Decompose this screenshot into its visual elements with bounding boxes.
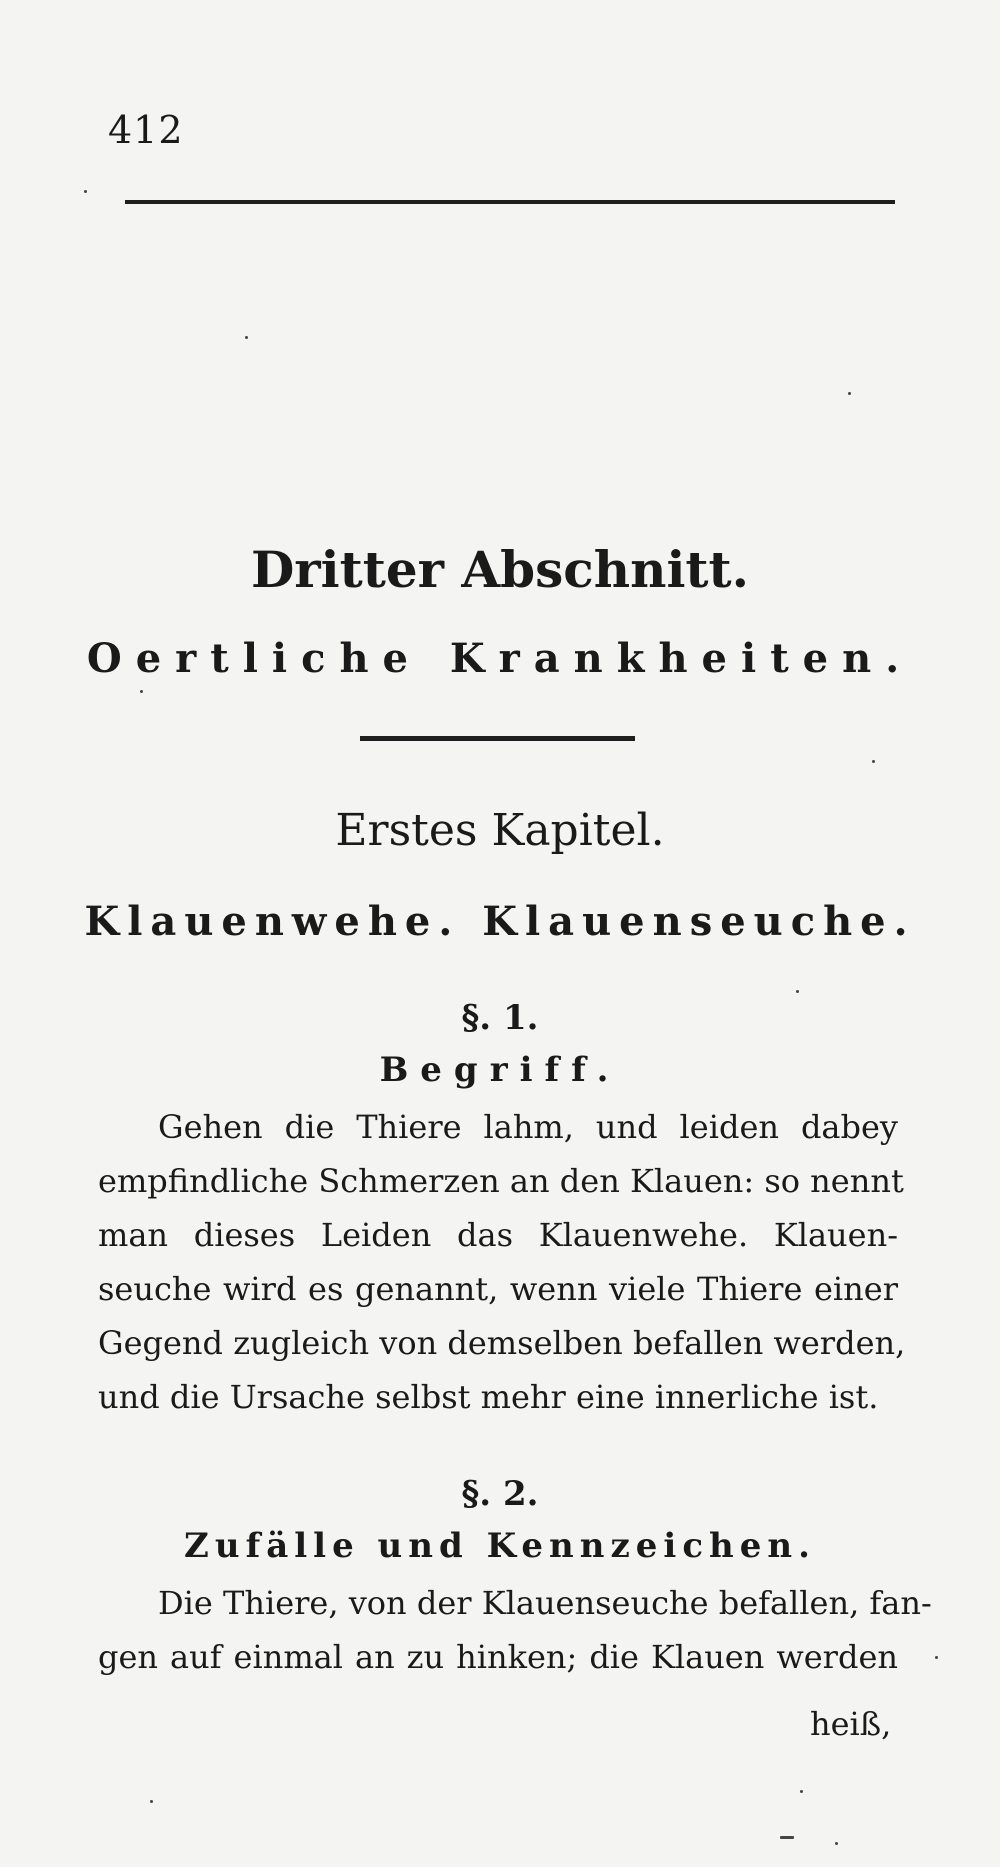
scan-speck xyxy=(848,392,851,395)
scan-speck xyxy=(935,1656,938,1659)
chapter-subtitle: Klauenwehe. Klauenseuche. xyxy=(84,898,916,945)
scan-speck xyxy=(800,1790,803,1793)
chapter-title: Erstes Kapitel. xyxy=(335,805,665,856)
section-subtitle: Oertliche Krankheiten. xyxy=(86,635,914,682)
body-line: Gehen die Thiere lahm, und leiden dabey xyxy=(158,1108,898,1146)
body-line: und die Ursache selbst mehr eine innerliche ist. xyxy=(98,1378,879,1416)
scan-speck xyxy=(84,190,87,193)
scan-speck xyxy=(140,690,143,693)
body-line: empfindliche Schmerzen an den Klauen: so nennt xyxy=(98,1162,904,1200)
catchword: heiß, xyxy=(810,1705,892,1743)
paragraph-mark: §. 1. xyxy=(461,998,539,1038)
section-title: Dritter Abschnitt. xyxy=(250,540,750,599)
scan-speck xyxy=(796,990,799,993)
paragraph-heading: Zufälle und Kennzeichen. xyxy=(184,1526,816,1566)
body-line: seuche wird es genannt, wenn viele Thiere einer xyxy=(98,1270,898,1308)
body-line: Die Thiere, von der Klauenseuche befallen, fan- xyxy=(158,1584,932,1622)
body-line: Gegend zugleich von demselben befallen werden, xyxy=(98,1324,906,1362)
scan-speck xyxy=(872,760,875,763)
body-line: man dieses Leiden das Klauenwehe. Klauen- xyxy=(98,1216,898,1254)
scan-speck xyxy=(780,1836,794,1839)
body-line: gen auf einmal an zu hinken; die Klauen werden xyxy=(98,1638,898,1676)
header-rule xyxy=(125,200,895,204)
page-number: 412 xyxy=(108,108,184,152)
scan-speck xyxy=(245,336,248,339)
section-divider xyxy=(360,736,635,741)
paragraph-mark: §. 2. xyxy=(461,1474,539,1514)
scan-speck xyxy=(835,1842,838,1845)
paragraph-heading: Begriff. xyxy=(379,1050,621,1090)
scan-speck xyxy=(150,1800,153,1803)
